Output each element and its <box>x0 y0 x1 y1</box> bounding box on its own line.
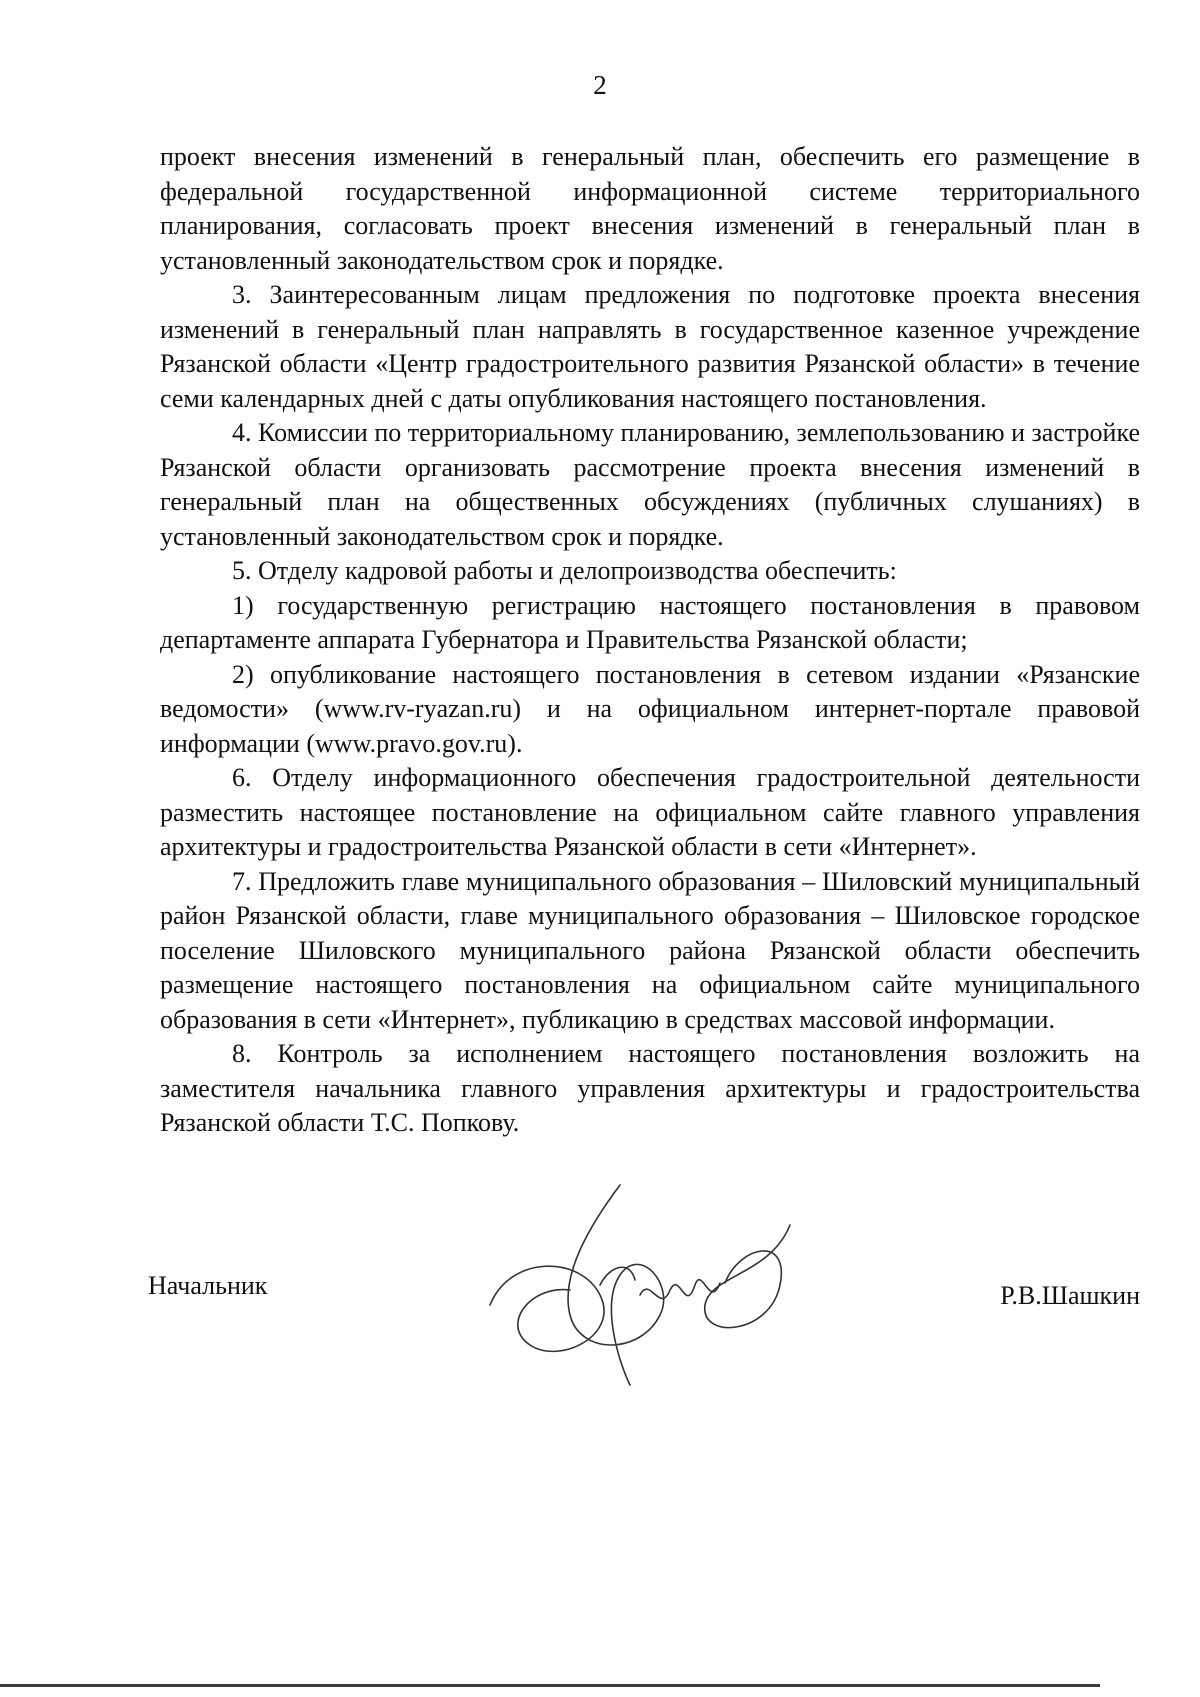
paragraph-item-6: 6. Отделу информационного обеспечения градостроительной деятельности разместить настоящее постановление на официальном сайте главного управления архитектуры и градостроительства Рязанской области в сети «Интернет». <box>160 763 1140 861</box>
page-number: 2 <box>593 70 607 100</box>
handwritten-signature <box>470 1165 800 1395</box>
signature-block <box>148 1265 1140 1425</box>
document-body <box>160 140 1140 1141</box>
paragraph-item-5: 5. Отделу кадровой работы и делопроизводства обеспечить: <box>232 556 897 585</box>
paragraph-item-7: 7. Предложить главе муниципального образования – Шиловский муниципальный район Рязанской области, главе муниципального образования – Шиловское городское поселение Шиловского муниципального района Рязанской области обеспечить размещение настоящего постановления на официальном сайте муниципального образования в сети «Интернет», публикацию в средствах массовой информации. <box>160 866 1140 1034</box>
paragraph-subitem-2: 2) опубликование настоящего постановления в сетевом издании «Рязанские ведомости» (www.rv-ryazan.ru) и на официальном интернет-портале правовой информации (www.pravo.gov.ru). <box>160 659 1140 758</box>
paragraph-subitem-1: 1) государственную регистрацию настоящего постановления в правовом департаменте аппарата Губернатора и Правительства Рязанской области; <box>160 590 1140 654</box>
signer-name: Р.В.Шашкин <box>1000 1281 1140 1310</box>
paragraph-item-4: 4. Комиссии по территориальному планированию, землепользованию и застройке Рязанской области организовать рассмотрение проекта внесения изменений в генеральный план на общественных обсуждениях (публичных слушаниях) в установленный законодательством срок и порядке. <box>160 418 1140 551</box>
paragraph-item-3: 3. Заинтересованным лицам предложения по подготовке проекта внесения изменений в генеральный план направлять в государственное казенное учреждение Рязанской области «Центр градостроительного развития Рязанской области» в течение семи календарных дней с даты опубликования настоящего постановления. <box>160 280 1140 413</box>
paragraph-continuation: проект внесения изменений в генеральный план, обеспечить его размещение в федеральной государственной информационной системе территориального планирования, согласовать проект внесения изменений в генеральный план в установленный законодательством срок и порядке. <box>160 142 1140 275</box>
bottom-divider <box>0 1684 1100 1687</box>
signer-position: Начальник <box>148 1271 268 1300</box>
paragraph-item-8: 8. Контроль за исполнением настоящего постановления возложить на заместителя начальника главного управления архитектуры и градостроительства Рязанской области Т.С. Попкову. <box>160 1039 1140 1137</box>
